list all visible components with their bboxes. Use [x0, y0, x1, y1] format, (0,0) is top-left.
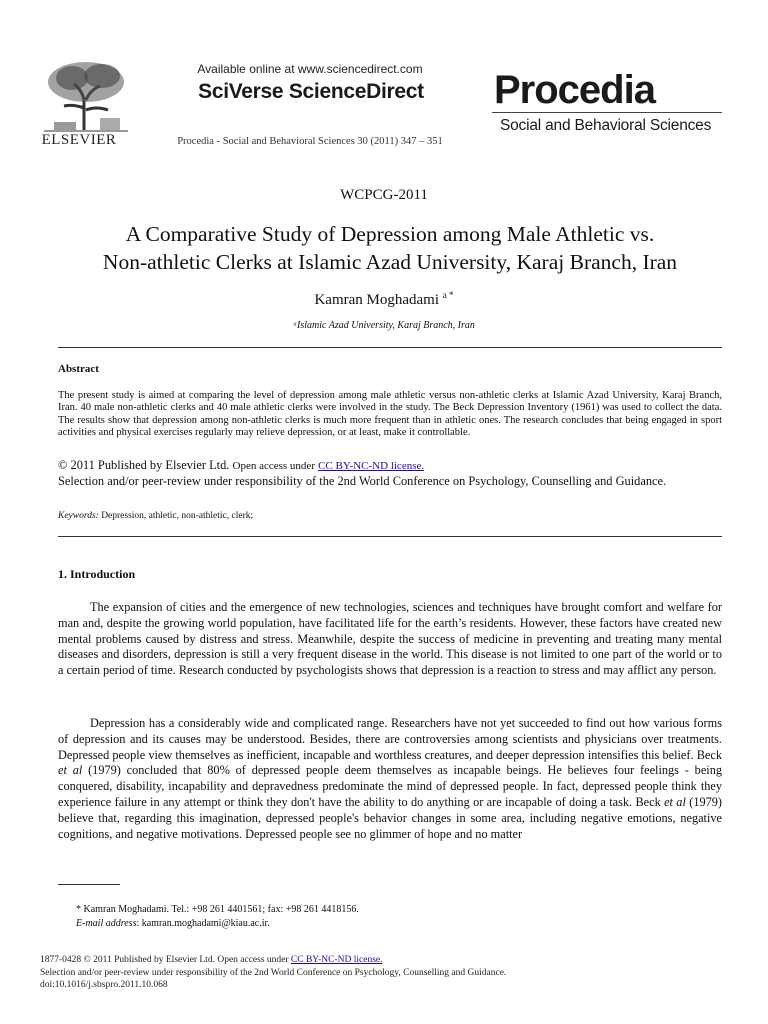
section-heading: 1. Introduction	[58, 567, 136, 581]
keywords-label: Keywords:	[58, 511, 99, 521]
keywords-list: Depression, athletic, non-athletic, clerk;	[101, 511, 254, 521]
abstract-top-rule	[58, 347, 722, 348]
procedia-logo: Procedia	[494, 68, 655, 112]
keywords	[58, 511, 253, 521]
footnote-contact: * Kamran Moghadami. Tel.: +98 261 4401561; fax: +98 261 4418156.	[76, 904, 359, 915]
sciverse-logo: SciVerse ScienceDirect	[198, 80, 424, 103]
author-line	[0, 290, 768, 309]
procedia-divider	[492, 112, 722, 113]
author-name: Kamran Moghadami	[314, 292, 440, 308]
abstract-heading: Abstract	[58, 363, 99, 375]
title-line-1: A Comparative Study of Depression among Male Athletic vs.	[125, 222, 655, 246]
available-online-text: Available online at www.sciencedirect.com	[197, 62, 423, 76]
et-al-2: et al	[664, 794, 686, 809]
open-access-text: Open access under	[232, 460, 315, 472]
peer-review-text: Selection and/or peer-review under responsibility of the 2nd World Conference on Psychology, Counselling and Guidance.	[58, 474, 667, 488]
intro-paragraph-1: The expansion of cities and the emergence of new technologies, sciences and techniques have brought comfort and welfare for man and, despite the growing world population, have facilitated life for the earth’s residents. However, these factors have created new mental problems caused by distress and stress. Meanwhile, despite the success of medicine in preventing and treating many mental diseases and disorders, depression is still a very frequent disease in the world. This disease is not limited to one part of the world or to a certain period of time. Research conducted by psychologists shows that depression is a reaction to stress and may afflict any person.	[58, 600, 722, 678]
article-title	[40, 220, 740, 276]
title-line-2: Non-athletic Clerks at Islamic Azad University, Karaj Branch, Iran	[102, 250, 678, 274]
footer-review: Selection and/or peer-review under responsibility of the 2nd World Conference on Psychology, Counselling and Guidance.	[40, 967, 507, 978]
footer-license-link[interactable]: CC BY-NC-ND license.	[290, 955, 383, 965]
abstract-bottom-rule	[58, 536, 722, 537]
email-address: : kamran.moghadami@kiau.ac.ir.	[136, 918, 270, 929]
footer-doi[interactable]: doi:10.1016/j.sbspro.2011.10.068	[40, 980, 168, 990]
email-label: E-mail address	[76, 918, 137, 929]
footnote-rule	[58, 884, 120, 885]
et-al-1: et al	[58, 763, 83, 778]
abstract-body: The present study is aimed at comparing the level of depression among male athletic versus non-athletic clerks at Islamic Azad University, Karaj Branch, Iran. 40 male non-athletic clerks and 40 male athletic clerks were involved in the study. The Beck Depression Inventory (1961) was used to collect the data. The results show that depression among non-athletic clerks is much more frequent than in athletic ones. The research concludes that being engaged in sport activities and physical exercises regularly may relieve depression, or at least, make it controllable.	[58, 390, 722, 438]
footnote-email	[76, 918, 270, 929]
journal-citation: Procedia - Social and Behavioral Sciences 30 (2011) 347 – 351	[177, 136, 443, 147]
license-link[interactable]: CC BY-NC-ND license.	[318, 460, 425, 472]
procedia-subtitle: Social and Behavioral Sciences	[500, 117, 712, 134]
footer-open-access: Open access under	[217, 955, 289, 965]
intro-paragraph-2	[58, 716, 722, 842]
footer-issn: 1877-0428 © 2011 Published by Elsevier Ltd.	[40, 955, 215, 965]
para2-part-a: Depression has a considerably wide and complicated range. Researchers have not yet succeeded to find out how various forms of depression and its causes may be understood. Besides, there are controversies among scientists and physicians over treatments. Depressed people view themselves as inefficient, incapable and worthless creatures, and deeper depression intensifies this belief. Beck	[58, 716, 722, 762]
para2-part-b: (1979) concluded that 80% of depressed people deem themselves as incapable beings. He believes four feelings - being conquered, disability, incapability and depravedness predominate the mind of depressed people. In fact, depressed people think they experience failure in any attempt or think they don't have the ability to do anything or are incapable of doing a task. Beck	[58, 763, 722, 809]
copyright-text: © 2011 Published by Elsevier Ltd.	[58, 458, 230, 472]
page-footer	[40, 954, 730, 992]
author-marks: a *	[442, 290, 454, 300]
copyright-block	[58, 458, 722, 489]
affiliation: ᵃIslamic Azad University, Karaj Branch, Iran	[293, 320, 475, 331]
elsevier-wordmark: ELSEVIER	[41, 132, 117, 148]
para2-part-c: (1979) believe that, regarding this imagination, depressed people's behavior changes in some area, including negative emotions, negative cognitions, and negative motivations. Depressed people see no glimmer of hope and no matter	[58, 794, 723, 841]
conference-label: WCPCG-2011	[340, 187, 428, 203]
